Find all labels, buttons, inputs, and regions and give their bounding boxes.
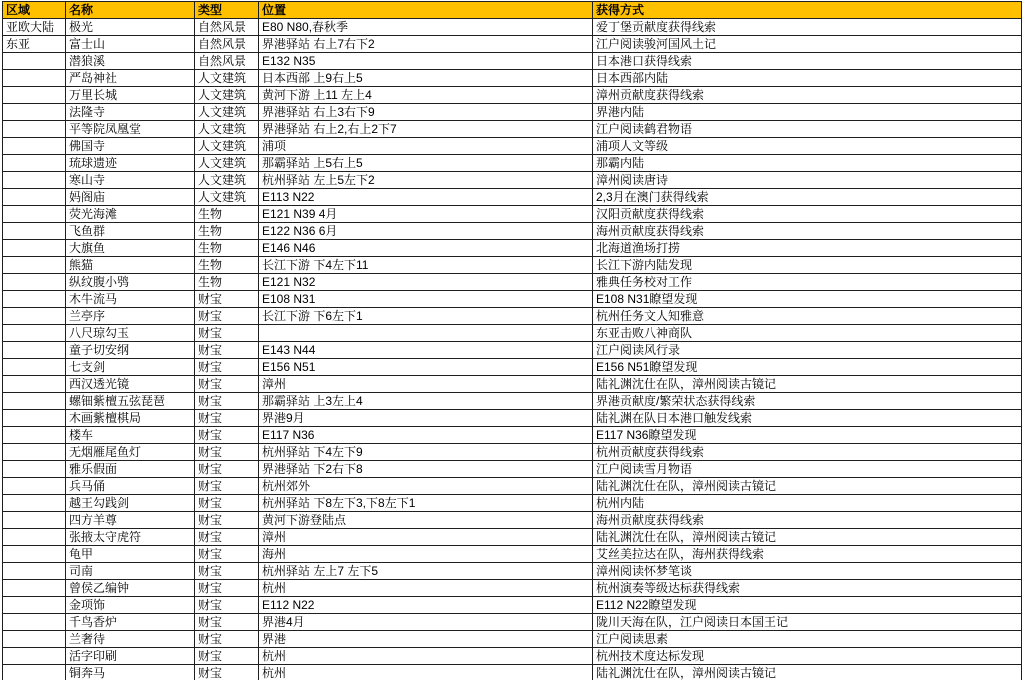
cell-name[interactable]: 飞鱼群	[66, 223, 195, 240]
cell-name[interactable]: 法隆寺	[66, 104, 195, 121]
table-row	[3, 376, 1022, 393]
cell-type[interactable]: 财宝	[195, 308, 259, 325]
cell-name[interactable]: 螺钿紫檀五弦琵琶	[66, 393, 195, 410]
cell-region[interactable]	[3, 53, 66, 70]
table-row	[3, 427, 1022, 444]
cell-region[interactable]	[3, 172, 66, 189]
header-cell-location[interactable]: 位置	[259, 2, 593, 19]
table-row	[3, 461, 1022, 478]
cell-location[interactable]: 杭州驿站 下8左下3,下8左下1	[259, 495, 593, 512]
cell-region[interactable]	[3, 546, 66, 563]
cell-region[interactable]	[3, 87, 66, 104]
cell-name[interactable]: 潜狼溪	[66, 53, 195, 70]
cell-region[interactable]	[3, 308, 66, 325]
cell-name[interactable]: 平等院凤凰堂	[66, 121, 195, 138]
cell-region[interactable]	[3, 461, 66, 478]
cell-type[interactable]: 财宝	[195, 614, 259, 631]
cell-location[interactable]: E143 N44	[259, 342, 593, 359]
cell-method[interactable]: 界港内陆	[593, 104, 1022, 121]
table-row	[3, 240, 1022, 257]
header-cell-region[interactable]: 区域	[3, 2, 66, 19]
cell-location[interactable]: 界港驿站 右上3右下9	[259, 104, 593, 121]
cell-location[interactable]	[259, 325, 593, 342]
table-body	[3, 19, 1022, 680]
cell-method[interactable]: 东亚击败八神商队	[593, 325, 1022, 342]
cell-location[interactable]: E132 N35	[259, 53, 593, 70]
table-row	[3, 206, 1022, 223]
table-row	[3, 308, 1022, 325]
cell-name[interactable]: 楼车	[66, 427, 195, 444]
table-row	[3, 291, 1022, 308]
cell-type[interactable]: 财宝	[195, 597, 259, 614]
table-row	[3, 563, 1022, 580]
cell-location[interactable]: 长江下游 下6左下1	[259, 308, 593, 325]
cell-location[interactable]: 界港9月	[259, 410, 593, 427]
cell-region[interactable]	[3, 376, 66, 393]
table-row	[3, 19, 1022, 36]
cell-type[interactable]: 财宝	[195, 291, 259, 308]
table-row	[3, 444, 1022, 461]
cell-method[interactable]: E156 N51瞭望发现	[593, 359, 1022, 376]
cell-method[interactable]: 雅典任务校对工作	[593, 274, 1022, 291]
table-row	[3, 580, 1022, 597]
cell-location[interactable]: 杭州驿站 左上7 左下5	[259, 563, 593, 580]
cell-type[interactable]: 人文建筑	[195, 155, 259, 172]
cell-method[interactable]: 江户阅读雪月物语	[593, 461, 1022, 478]
cell-name[interactable]: 兵马俑	[66, 478, 195, 495]
cell-type[interactable]: 财宝	[195, 478, 259, 495]
cell-type[interactable]: 人文建筑	[195, 104, 259, 121]
cell-method[interactable]: 陆礼渊沈仕在队，漳州阅读古镜记	[593, 665, 1022, 680]
cell-name[interactable]: 金项饰	[66, 597, 195, 614]
cell-method[interactable]: 杭州任务文人知雅意	[593, 308, 1022, 325]
cell-type[interactable]: 财宝	[195, 665, 259, 680]
cell-type[interactable]: 财宝	[195, 410, 259, 427]
cell-region[interactable]: 东亚	[3, 36, 66, 53]
cell-location[interactable]: 杭州驿站 下4左下9	[259, 444, 593, 461]
cell-type[interactable]: 财宝	[195, 563, 259, 580]
header-cell-method[interactable]: 获得方式	[593, 2, 1022, 19]
cell-type[interactable]: 财宝	[195, 342, 259, 359]
cell-location[interactable]: 杭州郊外	[259, 478, 593, 495]
cell-location[interactable]: 界港	[259, 631, 593, 648]
cell-name[interactable]: 雅乐假面	[66, 461, 195, 478]
table-row	[3, 342, 1022, 359]
cell-method[interactable]: 2,3月在澳门获得线索	[593, 189, 1022, 206]
table-row	[3, 512, 1022, 529]
cell-type[interactable]: 财宝	[195, 427, 259, 444]
cell-location[interactable]: E156 N51	[259, 359, 593, 376]
cell-type[interactable]: 生物	[195, 257, 259, 274]
cell-region[interactable]	[3, 206, 66, 223]
cell-location[interactable]: 那霸驿站 上3左上4	[259, 393, 593, 410]
cell-name[interactable]: 纵纹腹小鸮	[66, 274, 195, 291]
header-cell-type[interactable]: 类型	[195, 2, 259, 19]
cell-method[interactable]: 陆礼渊沈仕在队，漳州阅读古镜记	[593, 529, 1022, 546]
cell-type[interactable]: 生物	[195, 240, 259, 257]
cell-name[interactable]: 万里长城	[66, 87, 195, 104]
cell-name[interactable]: 铜奔马	[66, 665, 195, 680]
table-row	[3, 53, 1022, 70]
cell-name[interactable]: 张掖太守虎符	[66, 529, 195, 546]
cell-name[interactable]: 兰亭序	[66, 308, 195, 325]
cell-region[interactable]	[3, 512, 66, 529]
cell-type[interactable]: 财宝	[195, 648, 259, 665]
cell-name[interactable]: 司南	[66, 563, 195, 580]
cell-type[interactable]: 财宝	[195, 461, 259, 478]
cell-location[interactable]: 长江下游 下4左下11	[259, 257, 593, 274]
cell-location[interactable]: E146 N46	[259, 240, 593, 257]
cell-type[interactable]: 生物	[195, 223, 259, 240]
table-row	[3, 155, 1022, 172]
cell-method[interactable]: 江户阅读风行录	[593, 342, 1022, 359]
cell-location[interactable]: 杭州驿站 左上5左下2	[259, 172, 593, 189]
cell-region[interactable]	[3, 155, 66, 172]
table-row	[3, 393, 1022, 410]
cell-method[interactable]: 漳州阅读唐诗	[593, 172, 1022, 189]
cell-name[interactable]: 熊猫	[66, 257, 195, 274]
cell-type[interactable]: 生物	[195, 274, 259, 291]
table-row	[3, 257, 1022, 274]
cell-region[interactable]	[3, 138, 66, 155]
cell-location[interactable]: 漳州	[259, 376, 593, 393]
cell-name[interactable]: 无烟雁尾鱼灯	[66, 444, 195, 461]
cell-region[interactable]	[3, 121, 66, 138]
table-row	[3, 138, 1022, 155]
table-row	[3, 223, 1022, 240]
cell-method[interactable]: 陆礼渊沈仕在队，漳州阅读古镜记	[593, 478, 1022, 495]
table-row	[3, 478, 1022, 495]
cell-method[interactable]: E117 N36瞭望发现	[593, 427, 1022, 444]
header-cell-name[interactable]: 名称	[66, 2, 195, 19]
cell-method[interactable]: 爱丁堡贡献度获得线索	[593, 19, 1022, 36]
cell-location[interactable]: 海州	[259, 546, 593, 563]
table-row	[3, 121, 1022, 138]
cell-location[interactable]: 界港驿站 下2右下8	[259, 461, 593, 478]
cell-type[interactable]: 自然风景	[195, 19, 259, 36]
table-row	[3, 172, 1022, 189]
cell-region[interactable]	[3, 70, 66, 87]
cell-method[interactable]: 汉阳贡献度获得线索	[593, 206, 1022, 223]
table-header	[3, 2, 1022, 19]
cell-location[interactable]: 浦项	[259, 138, 593, 155]
cell-name[interactable]: 大旗鱼	[66, 240, 195, 257]
cell-name[interactable]: 兰奢待	[66, 631, 195, 648]
table-row	[3, 87, 1022, 104]
cell-location[interactable]: 杭州	[259, 665, 593, 680]
cell-location[interactable]: E112 N22	[259, 597, 593, 614]
cell-name[interactable]: 越王勾践剑	[66, 495, 195, 512]
table-row	[3, 631, 1022, 648]
cell-type[interactable]: 财宝	[195, 546, 259, 563]
cell-region[interactable]	[3, 529, 66, 546]
cell-name[interactable]: 活字印刷	[66, 648, 195, 665]
table-row	[3, 70, 1022, 87]
cell-method[interactable]: 海州贡献度获得线索	[593, 512, 1022, 529]
cell-region[interactable]	[3, 427, 66, 444]
cell-name[interactable]: 七支剑	[66, 359, 195, 376]
table-row	[3, 614, 1022, 631]
cell-region[interactable]	[3, 325, 66, 342]
cell-method[interactable]: 杭州贡献度获得线索	[593, 444, 1022, 461]
cell-type[interactable]: 财宝	[195, 444, 259, 461]
cell-method[interactable]: 陆礼渊沈仕在队，漳州阅读古镜记	[593, 376, 1022, 393]
cell-name[interactable]: 四方羊尊	[66, 512, 195, 529]
cell-region[interactable]	[3, 665, 66, 680]
cell-type[interactable]: 财宝	[195, 529, 259, 546]
cell-method[interactable]: E108 N31瞭望发现	[593, 291, 1022, 308]
cell-type[interactable]: 生物	[195, 206, 259, 223]
cell-location[interactable]: E117 N36	[259, 427, 593, 444]
cell-method[interactable]: 日本西部内陆	[593, 70, 1022, 87]
cell-method[interactable]: 江户阅读鹤君物语	[593, 121, 1022, 138]
cell-name[interactable]: 童子切安纲	[66, 342, 195, 359]
cell-name[interactable]: 琉球遗迹	[66, 155, 195, 172]
cell-method[interactable]: E112 N22瞭望发现	[593, 597, 1022, 614]
cell-region[interactable]	[3, 274, 66, 291]
cell-location[interactable]: 日本西部 上9右上5	[259, 70, 593, 87]
cell-type[interactable]: 人文建筑	[195, 189, 259, 206]
table-row	[3, 546, 1022, 563]
table-row	[3, 359, 1022, 376]
cell-region[interactable]	[3, 189, 66, 206]
cell-region[interactable]	[3, 563, 66, 580]
cell-region[interactable]	[3, 342, 66, 359]
cell-name[interactable]: 极光	[66, 19, 195, 36]
table-row	[3, 325, 1022, 342]
cell-method[interactable]: 漳州贡献度获得线索	[593, 87, 1022, 104]
cell-method[interactable]: 陇川天海在队，江户阅读日本国王记	[593, 614, 1022, 631]
cell-type[interactable]: 财宝	[195, 512, 259, 529]
cell-region[interactable]	[3, 631, 66, 648]
cell-region[interactable]	[3, 648, 66, 665]
cell-name[interactable]: 曾侯乙编钟	[66, 580, 195, 597]
cell-type[interactable]: 人文建筑	[195, 70, 259, 87]
table-row	[3, 36, 1022, 53]
cell-method[interactable]: 杭州演奏等级达标获得线索	[593, 580, 1022, 597]
table-row	[3, 104, 1022, 121]
cell-location[interactable]: 黄河下游登陆点	[259, 512, 593, 529]
cell-region[interactable]	[3, 614, 66, 631]
discovery-table	[2, 1, 1022, 680]
cell-name[interactable]: 荧光海滩	[66, 206, 195, 223]
table-row	[3, 648, 1022, 665]
table-row	[3, 665, 1022, 680]
cell-method[interactable]: 杭州内陆	[593, 495, 1022, 512]
cell-name[interactable]: 木画紫檀棋局	[66, 410, 195, 427]
cell-type[interactable]: 人文建筑	[195, 121, 259, 138]
table-row	[3, 410, 1022, 427]
cell-name[interactable]: 寒山寺	[66, 172, 195, 189]
cell-region[interactable]	[3, 478, 66, 495]
cell-type[interactable]: 财宝	[195, 359, 259, 376]
cell-region[interactable]	[3, 580, 66, 597]
cell-location[interactable]: 界港4月	[259, 614, 593, 631]
cell-name[interactable]: 严岛神社	[66, 70, 195, 87]
cell-location[interactable]: 漳州	[259, 529, 593, 546]
cell-location[interactable]: E113 N22	[259, 189, 593, 206]
cell-method[interactable]: 江户阅读骏河国风土记	[593, 36, 1022, 53]
cell-type[interactable]: 财宝	[195, 580, 259, 597]
cell-location[interactable]: 界港驿站 右上7右下2	[259, 36, 593, 53]
cell-method[interactable]: 日本港口获得线索	[593, 53, 1022, 70]
cell-region[interactable]: 亚欧大陆	[3, 19, 66, 36]
cell-location[interactable]: E121 N39 4月	[259, 206, 593, 223]
cell-location[interactable]: E80 N80,春秋季	[259, 19, 593, 36]
cell-type[interactable]: 财宝	[195, 376, 259, 393]
cell-region[interactable]	[3, 240, 66, 257]
cell-region[interactable]	[3, 104, 66, 121]
cell-name[interactable]: 木牛流马	[66, 291, 195, 308]
cell-type[interactable]: 财宝	[195, 631, 259, 648]
cell-region[interactable]	[3, 495, 66, 512]
cell-type[interactable]: 人文建筑	[195, 138, 259, 155]
cell-type[interactable]: 人文建筑	[195, 87, 259, 104]
cell-method[interactable]: 杭州技术度达标发现	[593, 648, 1022, 665]
cell-type[interactable]: 财宝	[195, 393, 259, 410]
cell-name[interactable]: 富士山	[66, 36, 195, 53]
cell-region[interactable]	[3, 597, 66, 614]
cell-method[interactable]: 陆礼渊在队日本港口触发线索	[593, 410, 1022, 427]
cell-method[interactable]: 江户阅读思素	[593, 631, 1022, 648]
table-row	[3, 274, 1022, 291]
cell-name[interactable]: 妈阁庙	[66, 189, 195, 206]
table-row	[3, 189, 1022, 206]
cell-method[interactable]: 那霸内陆	[593, 155, 1022, 172]
cell-method[interactable]: 界港贡献度/繁荣状态获得线索	[593, 393, 1022, 410]
table-row	[3, 495, 1022, 512]
cell-location[interactable]: 界港驿站 右上2,右上2下7	[259, 121, 593, 138]
table-row	[3, 529, 1022, 546]
cell-type[interactable]: 自然风景	[195, 53, 259, 70]
cell-location[interactable]: E108 N31	[259, 291, 593, 308]
cell-method[interactable]: 艾丝美拉达在队，海州获得线索	[593, 546, 1022, 563]
cell-region[interactable]	[3, 257, 66, 274]
cell-type[interactable]: 自然风景	[195, 36, 259, 53]
cell-location[interactable]: E121 N32	[259, 274, 593, 291]
cell-name[interactable]: 龟甲	[66, 546, 195, 563]
cell-type[interactable]: 财宝	[195, 325, 259, 342]
cell-region[interactable]	[3, 223, 66, 240]
cell-location[interactable]: 黄河下游 上11 左上4	[259, 87, 593, 104]
cell-method[interactable]: 北海道渔场打捞	[593, 240, 1022, 257]
cell-region[interactable]	[3, 410, 66, 427]
cell-location[interactable]: 杭州	[259, 648, 593, 665]
cell-method[interactable]: 海州贡献度获得线索	[593, 223, 1022, 240]
cell-method[interactable]: 浦项人文等级	[593, 138, 1022, 155]
cell-name[interactable]: 千鸟香炉	[66, 614, 195, 631]
header-row	[3, 2, 1022, 19]
cell-type[interactable]: 财宝	[195, 495, 259, 512]
cell-region[interactable]	[3, 359, 66, 376]
cell-name[interactable]: 八尺琼勾玉	[66, 325, 195, 342]
cell-name[interactable]: 佛国寺	[66, 138, 195, 155]
cell-region[interactable]	[3, 393, 66, 410]
cell-region[interactable]	[3, 444, 66, 461]
cell-type[interactable]: 人文建筑	[195, 172, 259, 189]
cell-method[interactable]: 长江下游内陆发现	[593, 257, 1022, 274]
cell-location[interactable]: 杭州	[259, 580, 593, 597]
cell-location[interactable]: E122 N36 6月	[259, 223, 593, 240]
cell-name[interactable]: 西汉透光镜	[66, 376, 195, 393]
cell-region[interactable]	[3, 291, 66, 308]
table-row	[3, 597, 1022, 614]
cell-method[interactable]: 漳州阅读怀梦笔谈	[593, 563, 1022, 580]
cell-location[interactable]: 那霸驿站 上5右上5	[259, 155, 593, 172]
